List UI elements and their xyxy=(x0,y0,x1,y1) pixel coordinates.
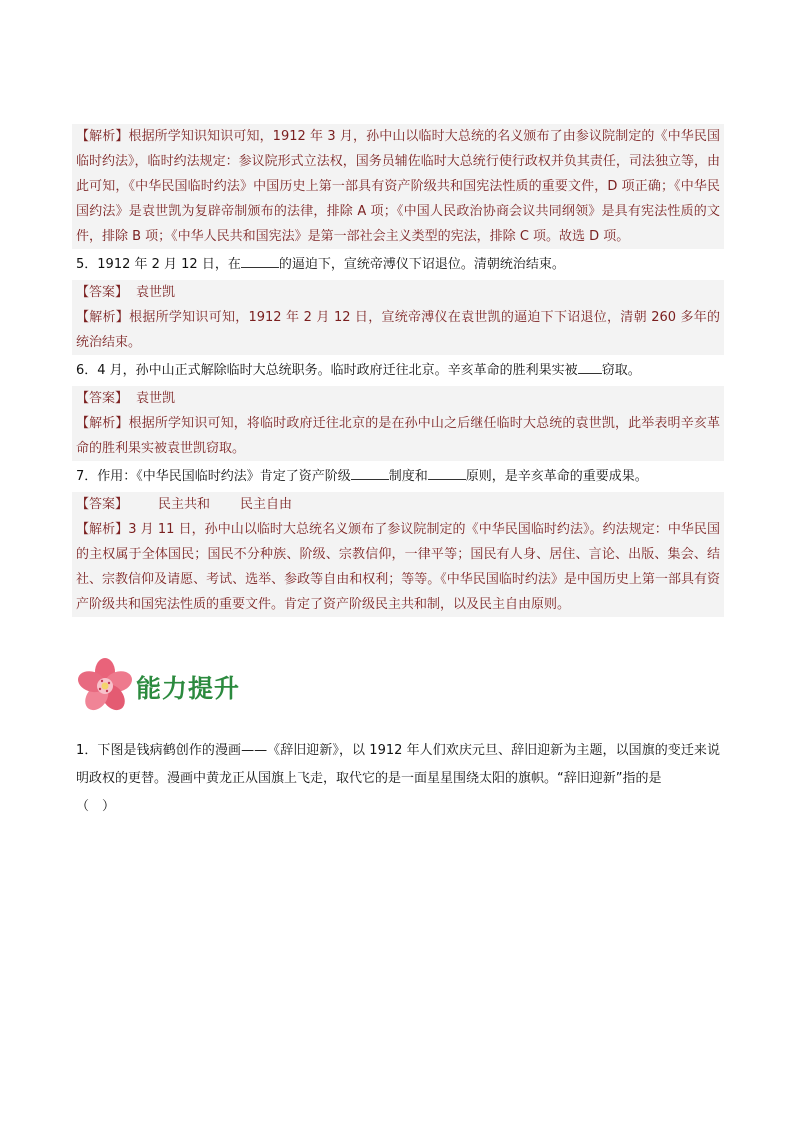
q7-analysis-box xyxy=(72,517,724,617)
question-text: 6．4 月，孙中山正式解除临时大总统职务。临时政府迁往北京。辛亥革命的胜利果实被 xyxy=(76,363,578,378)
question-text: 的逼迫下，宣统帝溥仪下诏退位。清朝统治结束。 xyxy=(278,257,565,272)
analysis-text: 根据所学知识知识可知，1912 年 3 月，孙中山以临时大总统的名义颁布了由参议院制定的《中华民国临时约法》，临时约法规定：参议院形式立法权，国务员辅佐临时大总统行使行政权并负其责任，司法独立等，由此可知，《中华民国临时约法》中国历史上第一部具有资产阶级共和国宪法性质的重要文件，D 项正确；《中华民国约法》是袁世凯为复辟帝制颁布的法律，排除 A 项；《中国人民政治协商会议共同纲领》是具有宪法性质的文件，排除 B 项；《中华人民共和国宪法》是第一部社会主义类型的宪法，排除 C 项。故选 D 项。 xyxy=(76,129,720,244)
answer-label: 【答案】 xyxy=(76,497,129,512)
question-text: 5．1912 年 2 月 12 日，在 xyxy=(76,257,241,272)
question-6 xyxy=(72,358,724,383)
answer-text: 民主自由 xyxy=(240,497,293,512)
analysis-label: 【解析】 xyxy=(76,310,130,325)
q5-analysis-box xyxy=(72,305,724,355)
question-text: 7．作用：《中华民国临时约法》肯定了资产阶级 xyxy=(76,469,351,484)
answer-blank xyxy=(241,253,279,268)
analysis-text: 根据所学知识可知，1912 年 2 月 12 日，宣统帝溥仪在袁世凯的逼迫下下诏退位，清朝 260 多年的统治结束。 xyxy=(76,310,720,350)
analysis-label: 【解析】 xyxy=(76,129,129,144)
answer-label: 【答案】 xyxy=(76,285,129,300)
section-header xyxy=(72,657,724,717)
document-page xyxy=(72,124,724,821)
flower-icon xyxy=(76,657,134,715)
question-5 xyxy=(72,252,724,277)
question-text: 原则，是辛亥革命的重要成果。 xyxy=(465,469,648,484)
question-next-1 xyxy=(72,737,724,821)
question-text: 制度和 xyxy=(388,469,428,484)
question-7 xyxy=(72,464,724,489)
analysis-label: 【解析】 xyxy=(76,522,129,537)
answer-label: 【答案】 xyxy=(76,391,129,406)
answer-blank xyxy=(578,359,602,374)
analysis-text: 3 月 11 日，孙中山以临时大总统名义颁布了参议院制定的《中华民国临时约法》。约法规定：中华民国的主权属于全体国民；国民不分种族、阶级、宗教信仰，一律平等；国民有人身、居住、言论、出版、集会、结社、宗教信仰及请愿、考试、选举、参政等自由和权利；等等。《中华民国临时约法》是中国历史上第一部具有资产阶级共和国宪法性质的重要文件。肯定了资产阶级民主共和制，以及民主自由原则。 xyxy=(76,522,720,612)
q6-analysis-box xyxy=(72,411,724,461)
analysis-text: 根据所学知识可知，将临时政府迁往北京的是在孙中山之后继任临时大总统的袁世凯，此举表明辛亥革命的胜利果实被袁世凯窃取。 xyxy=(76,416,720,456)
question-text: 窃取。 xyxy=(601,363,641,378)
answer-paren: （ ） xyxy=(76,799,116,814)
analysis-label: 【解析】 xyxy=(76,416,129,431)
q7-answer-box xyxy=(72,492,724,517)
answer-text: 袁世凯 xyxy=(136,285,176,300)
answer-text: 袁世凯 xyxy=(136,391,176,406)
answer-blank xyxy=(428,465,466,480)
q4-analysis-box xyxy=(72,124,724,249)
section-title: 能力提升 xyxy=(136,674,241,703)
answer-text: 民主共和 xyxy=(158,497,211,512)
answer-blank xyxy=(351,465,389,480)
q5-answer-box xyxy=(72,280,724,305)
question-text: 1．下图是钱病鹤创作的漫画——《辞旧迎新》，以 1912 年人们欢庆元旦、辞旧迎新为主题，以国旗的变迁来说明政权的更替。漫画中黄龙正从国旗上飞走，取代它的是一面星星围绕太阳的旗帜。“辞旧迎新”指的是 xyxy=(76,743,720,786)
q6-answer-box xyxy=(72,386,724,411)
